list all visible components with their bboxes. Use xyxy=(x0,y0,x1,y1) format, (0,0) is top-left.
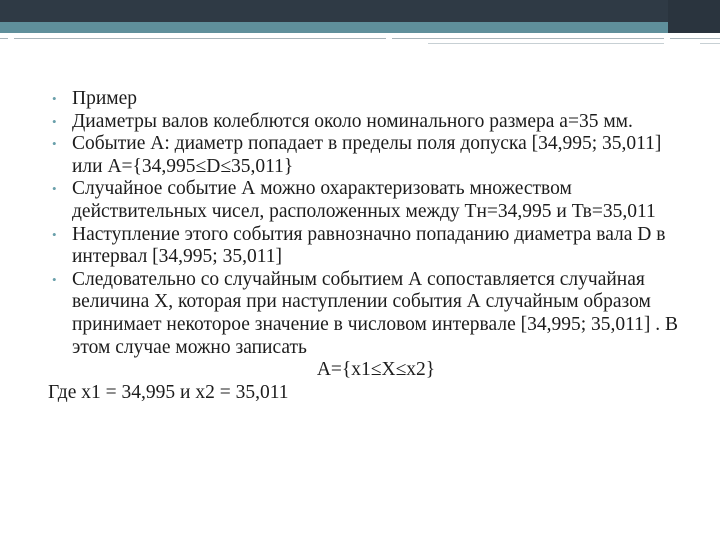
bullet-text: Пример xyxy=(72,88,138,109)
bullet-icon: • xyxy=(52,271,57,287)
bullet-icon: • xyxy=(52,136,57,152)
bullet-icon: • xyxy=(52,226,57,242)
divider-line xyxy=(700,43,720,44)
bullet-item xyxy=(50,269,680,359)
footer-line: Где x1 = 34,995 и x2 = 35,011 xyxy=(48,381,289,403)
formula-line: A={x1≤X≤x2} xyxy=(316,359,436,381)
divider-line xyxy=(14,38,386,39)
divider-line xyxy=(0,38,8,39)
slide-body xyxy=(50,88,680,404)
bullet-text: Случайное событие А можно охарактеризовать множеством действительных чисел, расположенных между Тн=34,995 и Тв=35,011 xyxy=(72,178,656,222)
divider-line xyxy=(670,38,720,39)
bullet-item xyxy=(50,133,680,178)
bullet-item xyxy=(50,178,680,223)
bullet-text: Событие А: диаметр попадает в пределы поля допуска [34,995; 35,011] или A={34,995≤D≤35,011} xyxy=(72,133,662,177)
bullet-icon: • xyxy=(52,91,57,106)
accent-bar xyxy=(0,22,720,33)
bullet-text: Диаметры валов колеблются около номинального размера a=35 мм. xyxy=(72,110,633,132)
bullet-text: Следовательно со случайным событием А сопоставляется случайная величина X, которая при наступлении события А случайным образом принимает некоторое значение в числовом интервале [34,995; 35,011] . В этом случае можно записать xyxy=(72,268,679,358)
bullet-icon: • xyxy=(52,113,57,129)
bullet-item xyxy=(50,88,680,111)
bullet-item xyxy=(50,224,680,269)
bullet-text: Наступление этого события равнозначно попаданию диаметра вала D в интервал [34,995; 35,011] xyxy=(72,223,666,268)
divider-line xyxy=(392,38,664,39)
bullet-item xyxy=(50,111,680,134)
top-title-bar xyxy=(0,0,720,22)
divider-line xyxy=(428,43,664,44)
bullet-list xyxy=(50,88,680,359)
corner-block xyxy=(668,0,720,33)
bullet-icon: • xyxy=(52,181,57,197)
